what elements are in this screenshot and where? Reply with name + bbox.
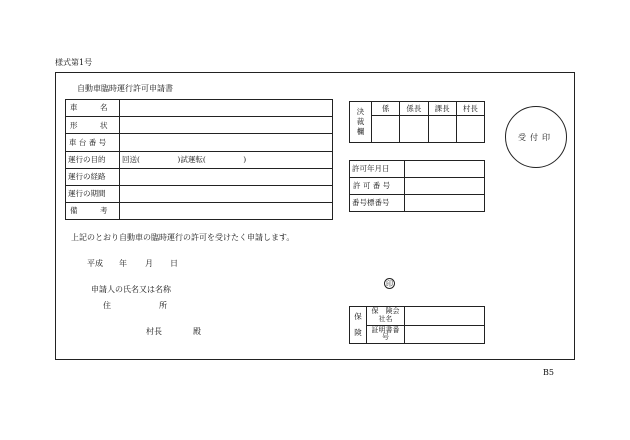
addressee-honorific: 殿	[193, 327, 201, 336]
approval-stamp-mayor[interactable]	[456, 116, 484, 143]
route-label: 運行の経路	[66, 168, 120, 185]
vehicle-name-label: 車 名	[66, 100, 120, 117]
permit-info-table	[349, 160, 485, 212]
plate-number-field[interactable]	[405, 195, 485, 212]
approval-stamp-staff[interactable]	[372, 116, 400, 143]
purpose-label: 運行の目的	[66, 151, 120, 168]
date-era: 平成	[87, 259, 103, 268]
permit-date-field[interactable]	[405, 161, 485, 178]
period-field[interactable]	[120, 185, 333, 202]
certificate-number-label: 証明書番 号	[367, 325, 405, 344]
approval-header-mayor: 村長	[456, 102, 484, 116]
table-row	[66, 100, 333, 117]
applicant-address-label: 住 所	[103, 301, 167, 310]
table-row	[350, 178, 485, 195]
date-year: 年	[119, 259, 127, 268]
table-row	[350, 325, 485, 344]
chassis-number-field[interactable]	[120, 134, 333, 151]
table-row	[350, 161, 485, 178]
approval-stamp-chief[interactable]	[400, 116, 428, 143]
certificate-number-field[interactable]	[405, 325, 485, 344]
approval-header-row	[350, 102, 485, 116]
approval-box	[349, 101, 485, 143]
paper-size-label: B5	[543, 368, 554, 377]
insurance-table	[349, 306, 485, 344]
period-label: 運行の期間	[66, 185, 120, 202]
vehicle-name-field[interactable]	[120, 100, 333, 117]
plate-number-label: 番号標番号	[350, 195, 405, 212]
approval-header-chief: 係長	[400, 102, 428, 116]
remarks-field[interactable]	[120, 203, 333, 220]
route-field[interactable]	[120, 168, 333, 185]
applicant-name-label: 申請人の氏名又は名称	[91, 285, 171, 294]
table-row	[66, 151, 333, 168]
table-row	[66, 185, 333, 202]
approval-side-label: 決 裁欄	[350, 102, 372, 143]
approval-header-section-head: 課長	[428, 102, 456, 116]
table-row	[66, 168, 333, 185]
seal-mark-icon: 印	[386, 279, 393, 288]
permit-number-field[interactable]	[405, 178, 485, 195]
chassis-number-label: 車 台 番 号	[66, 134, 120, 151]
addressee-title: 村長	[146, 327, 162, 336]
date-month: 月	[145, 259, 153, 268]
table-row	[350, 195, 485, 212]
permit-number-label: 許 可 番 号	[350, 178, 405, 195]
permit-date-label: 許可年月日	[350, 161, 405, 178]
vehicle-info-table	[65, 99, 333, 220]
shape-label: 形 状	[66, 117, 120, 134]
purpose-field[interactable]: 回送( )試運転( )	[120, 151, 333, 168]
reception-stamp-circle: 受付印	[505, 106, 567, 168]
form-title: 自動車臨時運行許可申請書	[77, 84, 173, 93]
shape-field[interactable]	[120, 117, 333, 134]
insurance-side-label: 保 険	[350, 307, 367, 344]
table-row	[66, 134, 333, 151]
approval-stamp-section-head[interactable]	[428, 116, 456, 143]
declaration-text: 上記のとおり自動車の臨時運行の許可を受けたく申請します。	[71, 233, 295, 242]
table-row	[66, 203, 333, 220]
date-day: 日	[170, 259, 178, 268]
insurer-name-label: 保 険会社名	[367, 307, 405, 326]
table-row	[350, 307, 485, 326]
approval-header-staff: 係	[372, 102, 400, 116]
remarks-label: 備 考	[66, 203, 120, 220]
table-row	[66, 117, 333, 134]
form-number: 様式第1号	[55, 58, 93, 67]
insurer-name-field[interactable]	[405, 307, 485, 326]
